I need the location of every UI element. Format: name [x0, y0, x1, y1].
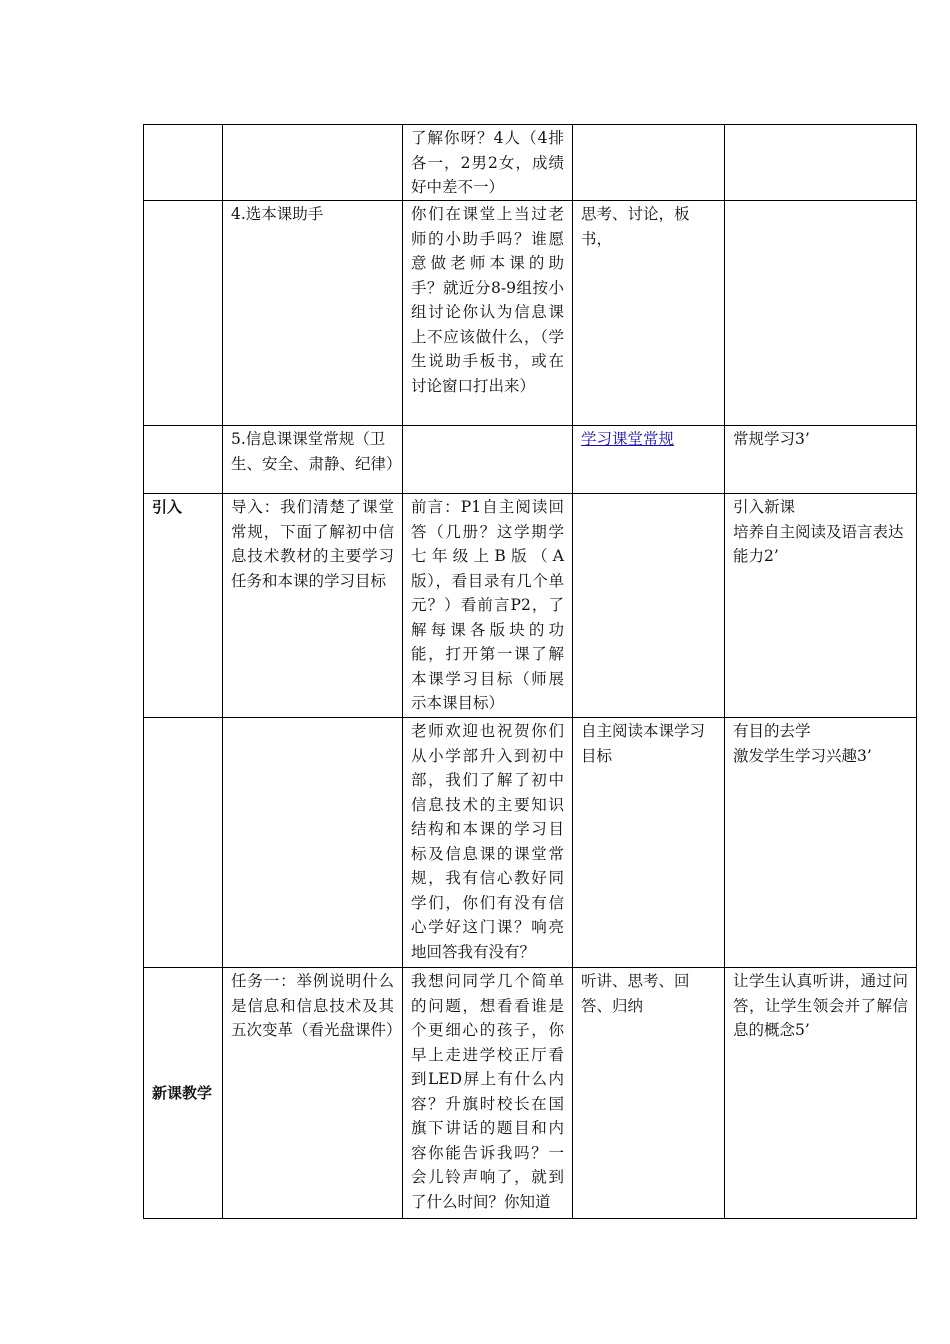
design-line: 有目的去学 — [733, 722, 811, 740]
student-activity-cell: 自主阅读本课学习目标 — [573, 718, 725, 968]
teacher-activity-cell: 我想问同学几个简单的问题，想看看谁是个更细心的孩子，你早上走进学校正厅看到LED屏上有什么内容？升旗时校长在国旗下讲话的题目和内容你能告诉我吗？一会儿铃声响了，就到了什么时间？你知道 — [403, 968, 573, 1219]
table-row — [144, 426, 917, 494]
stage-cell: 引入 — [144, 494, 223, 718]
stage-cell — [144, 125, 223, 201]
lesson-plan-table — [143, 124, 917, 1219]
topic-cell — [223, 125, 403, 201]
classroom-rules-link[interactable]: 学习课堂常规 — [581, 430, 675, 448]
teacher-activity-cell: 老师欢迎也祝贺你们从小学部升入到初中部，我们了解了初中信息技术的主要知识结构和本课的学习目标及信息课的课堂常规，我有信心教好同学们，你们有没有信心学好这门课？响亮地回答我有没有？ — [403, 718, 573, 968]
table-row — [144, 494, 917, 718]
design-intent-cell — [725, 201, 917, 426]
stage-cell — [144, 201, 223, 426]
design-intent-cell — [725, 718, 917, 968]
student-activity-cell — [573, 494, 725, 718]
design-line: 培养自主阅读及语言表达能力2’ — [733, 522, 904, 565]
student-activity-cell: 听讲、思考、回答、归纳 — [573, 968, 725, 1219]
topic-cell: 5.信息课课堂常规（卫生、安全、肃静、纪律） — [223, 426, 403, 494]
design-intent-cell: 让学生认真听讲，通过问答，让学生领会并了解信息的概念5’ — [725, 968, 917, 1219]
teacher-activity-cell — [403, 426, 573, 494]
topic-cell — [223, 718, 403, 968]
table-row — [144, 125, 917, 201]
design-intent-cell — [725, 494, 917, 718]
student-activity-cell — [573, 426, 725, 494]
stage-cell — [144, 718, 223, 968]
student-activity-cell: 思考、讨论，板书， — [573, 201, 725, 426]
topic-cell: 4.选本课助手 — [223, 201, 403, 426]
stage-cell: 新课教学 — [144, 968, 223, 1219]
teacher-activity-cell: 了解你呀？4人（4排各一，2男2女，成绩好中差不一） — [403, 125, 573, 201]
design-line: 引入新课 — [733, 498, 796, 516]
topic-cell: 任务一：举例说明什么是信息和信息技术及其五次变革（看光盘课件） — [223, 968, 403, 1219]
teacher-activity-cell: 前言：P1自主阅读回答（几册？这学期学七年级上B版（A版），看目录有几个单元？）看前言P2，了解每课各版块的功能，打开第一课了解本课学习目标（师展示本课目标） — [403, 494, 573, 718]
table-row — [144, 968, 917, 1219]
design-intent-cell — [725, 125, 917, 201]
design-intent-cell: 常规学习3’ — [725, 426, 917, 494]
student-activity-cell — [573, 125, 725, 201]
stage-cell — [144, 426, 223, 494]
teacher-activity-cell: 你们在课堂上当过老师的小助手吗？谁愿意做老师本课的助手？就近分8-9组按小组讨论你认为信息课上不应该做什么，（学生说助手板书，或在讨论窗口打出来） — [403, 201, 573, 426]
design-line: 激发学生学习兴趣3’ — [733, 746, 872, 765]
table-row — [144, 718, 917, 968]
topic-cell: 导入：我们清楚了课堂常规，下面了解初中信息技术教材的主要学习任务和本课的学习目标 — [223, 494, 403, 718]
table-row — [144, 201, 917, 426]
